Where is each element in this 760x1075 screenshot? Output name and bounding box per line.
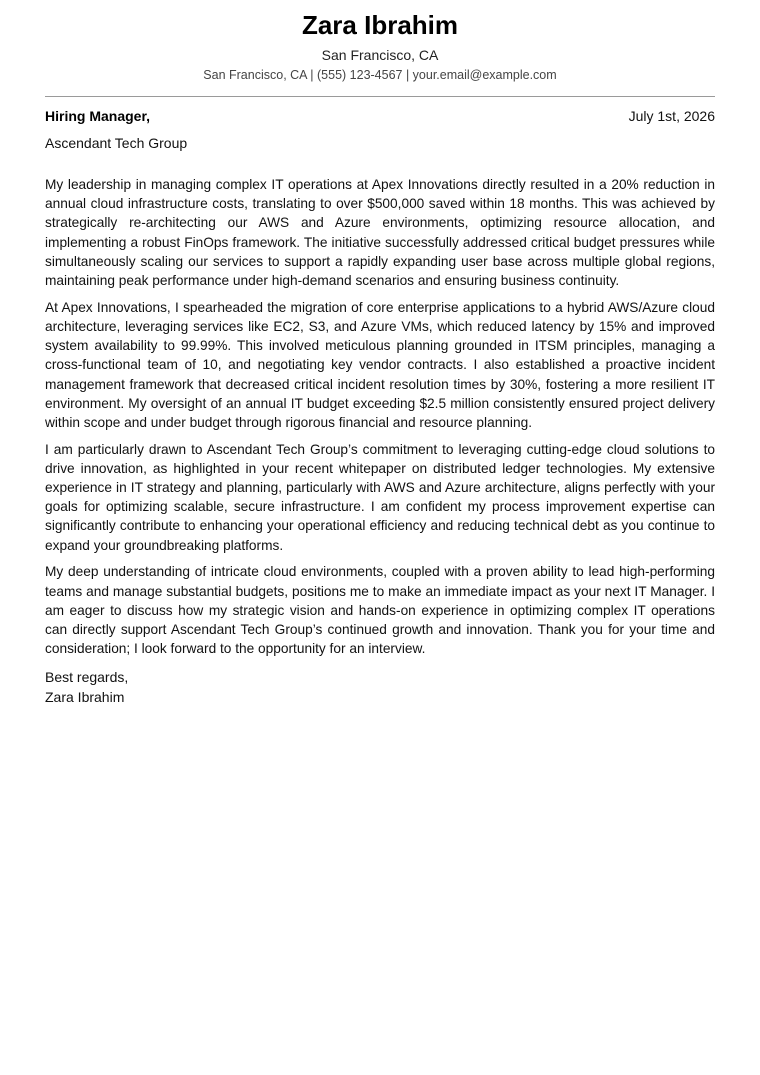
closing-phrase: Best regards, — [45, 669, 129, 686]
letter-closing-block — [45, 668, 715, 706]
recipient-date-row — [45, 107, 715, 125]
letter-date: July 1st, 2026 — [628, 108, 715, 124]
letter-header — [45, 8, 715, 84]
letter-body — [45, 175, 715, 658]
applicant-location: San Francisco, CA — [321, 47, 439, 63]
body-paragraph-1: My leadership in managing complex IT operations at Apex Innovations directly resulted in a 20% reduction in annual cloud infrastructure costs, translating to over $500,000 saved within 18 months. This was achieved by strategically re-architecting our AWS and Azure environments, optimizing resource allocation, and implementing a robust FinOps framework. The initiative successfully addressed critical budget pressures while simultaneously scaling our services to support a rapidly expanding user base across multiple global regions, maintaining peak performance under high-demand scenarios and ensuring business continuity. — [45, 177, 715, 289]
applicant-name: Zara Ibrahim — [301, 10, 459, 40]
recipient-salutation: Hiring Manager, — [45, 108, 151, 124]
header-divider — [45, 96, 715, 97]
applicant-contact-line: San Francisco, CA | (555) 123-4567 | your.email@example.com — [203, 68, 557, 82]
signature-name: Zara Ibrahim — [45, 688, 125, 705]
body-paragraph-3: I am particularly drawn to Ascendant Tech Group’s commitment to leveraging cutting-edge cloud solutions to drive innovation, as highlighted in your recent whitepaper on distributed ledger technologies. My extensive experience in IT strategy and planning, particularly with AWS and Azure architecture, aligns perfectly with your goals for optimizing scalable, secure infrastructure. I am confident my process improvement expertise can significantly contribute to enhancing your operational efficiency and reducing technical debt as you continue to expand your groundbreaking platforms. — [45, 441, 715, 553]
recipient-company: Ascendant Tech Group — [45, 135, 188, 151]
body-paragraph-4: My deep understanding of intricate cloud environments, coupled with a proven ability to lead high-performing teams and manage substantial budgets, positions me to make an immediate impact as your next IT Manager. I am eager to discuss how my strategic vision and hands-on experience in optimizing complex IT operations can directly support Ascendant Tech Group’s continued growth and innovation. Thank you for your time and consideration; I look forward to the opportunity for an interview. — [45, 564, 715, 657]
body-paragraph-2: At Apex Innovations, I spearheaded the migration of core enterprise applications to a hybrid AWS/Azure cloud architecture, leveraging services like EC2, S3, and Azure VMs, which reduced latency by 15% and improved system availability to 99.99%. This involved meticulous planning grounded in ITSM principles, managing a cross-functional team of 10, and negotiating key vendor contracts. I also established a proactive incident management framework that decreased critical incident resolution times by 30%, fostering a more resilient IT environment. My oversight of an annual IT budget exceeding $2.5 million consistently ensured project delivery within scope and under budget through rigorous financial and resource planning. — [45, 299, 715, 430]
